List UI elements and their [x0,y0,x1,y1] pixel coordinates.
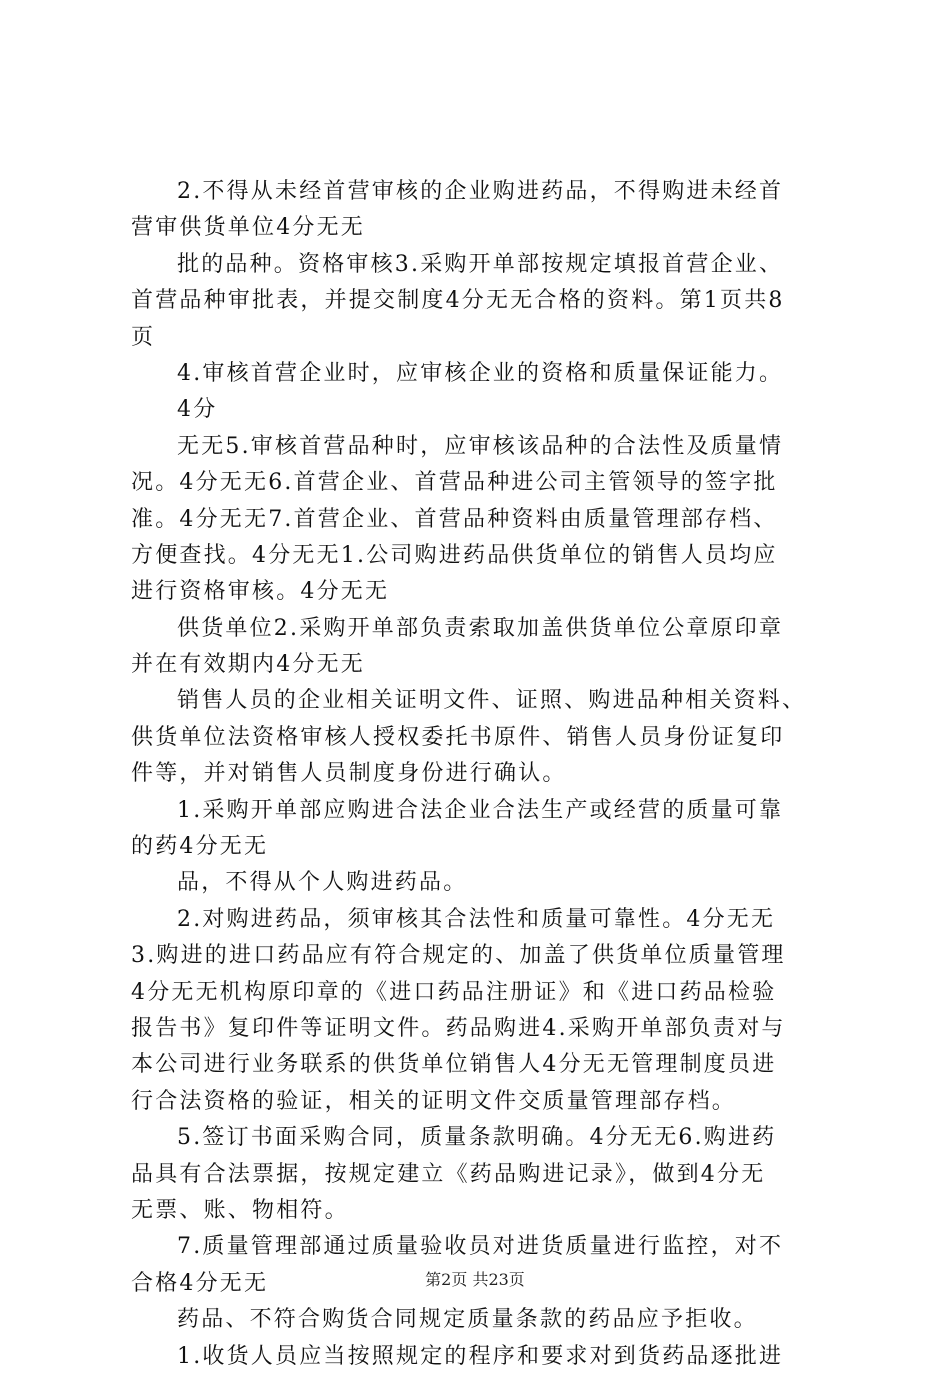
text-line: 5.签订书面采购合同，质量条款明确。4分无无6.购进药 [177,1125,777,1151]
text-line: 销售人员的企业相关证明文件、证照、购进品种相关资料、 [177,688,807,714]
text-line: 并在有效期内4分无无 [131,652,365,678]
text-line: 2.对购进药品，须审核其合法性和质量可靠性。4分无无 [177,906,776,932]
text-line: 合格4分无无 [131,1270,269,1296]
text-line: 3.购进的进口药品应有符合规定的、加盖了供货单位质量管理 [131,943,786,969]
text-line: 无票、账、物相符。 [131,1197,349,1223]
text-line: 4分无无机构原印章的《进口药品注册证》和《进口药品检验 [131,979,777,1005]
text-line: 首营品种审批表，并提交制度4分无无合格的资料。第1页共8 [131,288,785,314]
text-line: 4.审核首营企业时，应审核企业的资格和质量保证能力。 [177,360,784,386]
text-line: 无无5.审核首营品种时，应审核该品种的合法性及质量情 [177,433,784,459]
text-line: 报告书》复印件等证明文件。药品购进4.采购开单部负责对与 [131,1015,786,1041]
text-line: 7.质量管理部通过质量验收员对进货质量进行监控，对不 [177,1234,784,1260]
text-line: 品具有合法票据，按规定建立《药品购进记录》，做到4分无 [131,1161,766,1187]
text-line: 1.采购开单部应购进合法企业合法生产或经营的质量可靠 [177,797,784,823]
text-line: 2.不得从未经首营审核的企业购进药品，不得购进未经首 [177,179,784,204]
text-line: 件等，并对销售人员制度身份进行确认。 [131,761,567,787]
text-line: 批的品种。资格审核3.采购开单部按规定填报首营企业、 [177,251,784,277]
text-line: 的药4分无无 [131,834,269,860]
text-line: 方便查找。4分无无1.公司购进药品供货单位的销售人员均应 [131,542,778,568]
text-line: 本公司进行业务联系的供货单位销售人4分无无管理制度员进 [131,1052,777,1078]
text-line: 页 [131,324,156,350]
text-line: 供货单位2.采购开单部负责索取加盖供货单位公章原印章 [177,615,784,641]
text-line: 1.收货人员应当按照规定的程序和要求对到货药品逐批进 [177,1343,784,1369]
document-body [131,174,831,1375]
text-line: 况。4分无无6.首营企业、首营品种进公司主管领导的签字批 [131,470,778,496]
text-line: 进行资格审核。4分无无 [131,579,390,605]
text-line: 准。4分无无7.首营企业、首营品种资料由质量管理部存档、 [131,506,778,532]
text-line: 4分 [177,397,218,423]
page-footer: 第2页 共23页 [425,1270,525,1289]
text-line: 药品、不符合购货合同规定质量条款的药品应予拒收。 [177,1307,758,1333]
text-line: 营审供货单位4分无无 [131,215,365,241]
text-line: 供货单位法资格审核人授权委托书原件、销售人员身份证复印 [131,724,785,750]
text-line: 品，不得从个人购进药品。 [177,870,468,896]
text-line: 行合法资格的验证，相关的证明文件交质量管理部存档。 [131,1088,737,1114]
